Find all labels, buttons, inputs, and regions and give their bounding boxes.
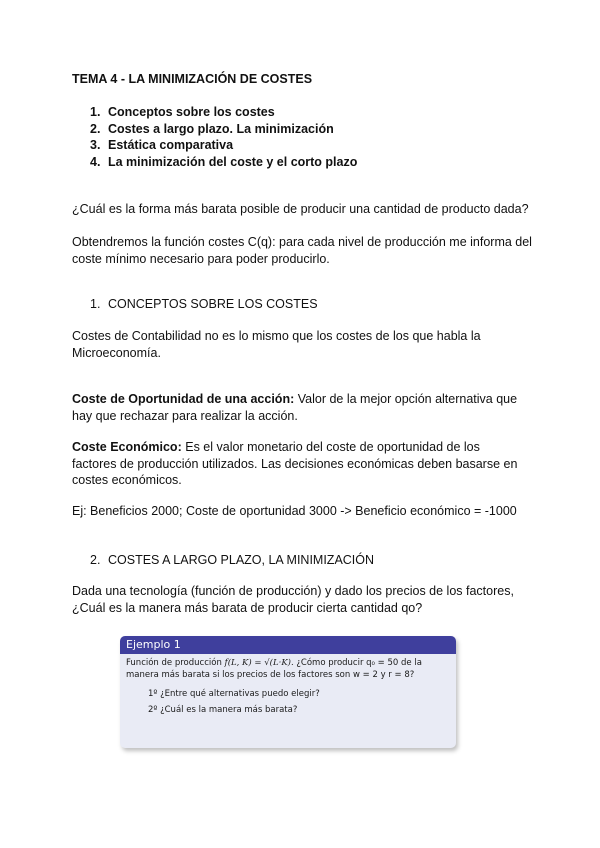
toc-item: 1. Conceptos sobre los costes xyxy=(90,105,275,119)
economic-cost-term: Coste Económico: xyxy=(72,440,182,454)
economic-cost-text: Es el valor monetario del coste de oportunidad de los factores de producción utilizados. Las decisiones económicas deben basarse en costes económicos. xyxy=(72,440,518,487)
toc-item: 3. Estática comparativa xyxy=(90,138,234,152)
section-heading-2: 2. COSTES A LARGO PLAZO, LA MINIMIZACIÓN xyxy=(90,553,375,567)
production-function-formula: f(L, K) = √(L·K). xyxy=(224,658,294,668)
example-box-line-2: manera más barata si los precios de los factores son w = 2 y r = 8? xyxy=(126,669,415,680)
example-box-body xyxy=(120,654,456,717)
technology-paragraph: Dada una tecnología (función de producción) y dado los precios de los factores, ¿Cuál es la manera más barata de producir cierta cantidad qo? xyxy=(72,584,514,615)
toc-item: 4. La minimización del coste y el corto plazo xyxy=(90,154,358,169)
toc-item: 2. Costes a largo plazo. La minimización xyxy=(90,121,334,136)
accounting-paragraph: Costes de Contabilidad no es lo mismo que los costes de los que habla la Microeconomía. xyxy=(72,329,481,360)
example-question-2: 2º ¿Cuál es la manera más barata? xyxy=(148,705,298,715)
example-box-header: Ejemplo 1 xyxy=(120,636,456,654)
economic-cost-paragraph xyxy=(72,439,520,489)
question-paragraph: ¿Cuál es la forma más barata posible de producir una cantidad de producto dada? xyxy=(72,202,529,216)
opportunity-cost-term: Coste de Oportunidad de una acción: xyxy=(72,392,295,406)
example-line: Ej: Beneficios 2000; Coste de oportunidad 3000 -> Beneficio económico = -1000 xyxy=(72,504,517,518)
example-box xyxy=(120,636,456,748)
example-box-line-1: Función de producción f(L, K) = √(L·K). ¿Cómo producir q₀ = 50 de la xyxy=(126,658,422,668)
document-title: TEMA 4 - LA MINIMIZACIÓN DE COSTES xyxy=(72,72,313,86)
opportunity-cost-paragraph xyxy=(72,391,532,424)
cost-function-paragraph: Obtendremos la función costes C(q): para cada nivel de producción me informa del coste mínimo necesario para poder producirlo. xyxy=(72,235,532,266)
opportunity-cost-text: Valor de la mejor opción alternativa que hay que rechazar para realizar la acción. xyxy=(72,392,518,423)
section-heading-1: 1. CONCEPTOS SOBRE LOS COSTES xyxy=(90,297,318,311)
table-of-contents xyxy=(90,104,357,170)
example-question-1: 1º ¿Entre qué alternativas puedo elegir? xyxy=(148,689,320,699)
